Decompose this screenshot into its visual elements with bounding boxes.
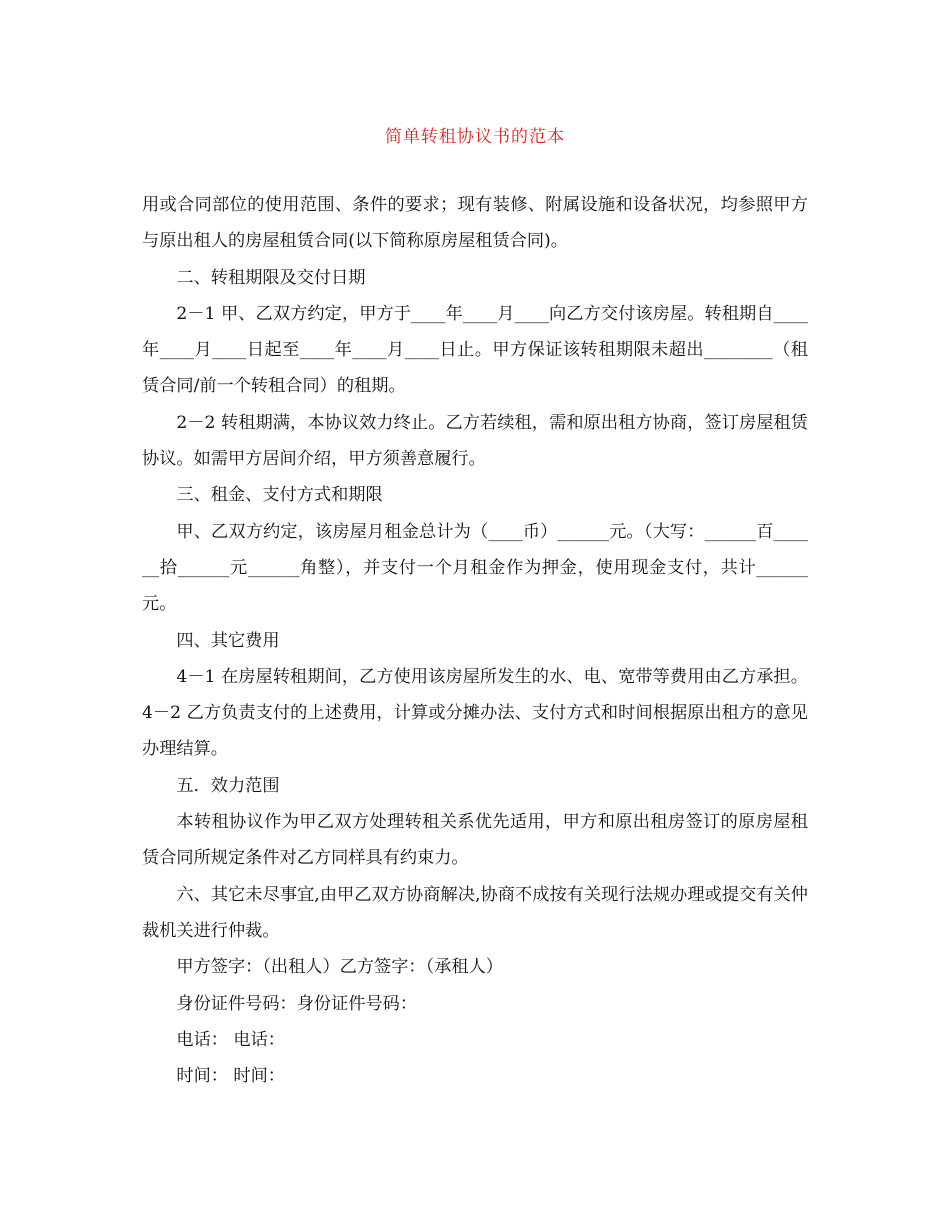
rent-clause: 甲、乙双方约定，该房屋月租金总计为（____币）______元。（大写：______百______拾______元______角整），并支付一个月租金作为押金，使用现金支付，共计______元。 — [142, 521, 808, 615]
phone-line: 电话： 电话： — [176, 1029, 285, 1050]
document-body — [142, 187, 814, 1094]
section-heading-4: 四、其它费用 — [176, 630, 280, 651]
clause-2-2: 2－2 转租期满，本协议效力终止。乙方若续租，需和原出租方协商，签订房屋租赁协议。如需甲方居间介绍，甲方须善意履行。 — [142, 412, 808, 470]
section-heading-3: 三、租金、支付方式和期限 — [176, 485, 383, 506]
section-heading-5: 五．效力范围 — [176, 775, 280, 796]
paragraph-continuation: 用或合同部位的使用范围、条件的要求；现有装修、附属设施和设备状况，均参照甲方与原出租人的房屋租赁合同(以下简称原房屋租赁合同)。 — [142, 195, 808, 252]
effect-scope-clause: 本转租协议作为甲乙双方处理转租关系优先适用，甲方和原出租房签订的原房屋租赁合同所规定条件对乙方同样具有约束力。 — [142, 812, 808, 869]
clause-2-1: 2－1 甲、乙双方约定，甲方于____年____月____向乙方交付该房屋。转租期自____年____月____日起至____年____月____日止。甲方保证该转租期限未超出________（租赁合同/前一个转租合同）的租期。 — [142, 303, 808, 397]
id-number-line: 身份证件号码：身份证件号码： — [176, 993, 418, 1014]
document-title: 简单转租协议书的范本 — [385, 127, 565, 147]
section-6-clause: 六、其它未尽事宜,由甲乙双方协商解决,协商不成按有关现行法规办理或提交有关仲裁机关进行仲裁。 — [142, 884, 808, 941]
date-line: 时间： 时间： — [176, 1066, 285, 1087]
signature-line: 甲方签字：（出租人）乙方签字：（承租人） — [176, 957, 503, 978]
clause-4: 4－1 在房屋转租期间，乙方使用该房屋所发生的水、电、宽带等费用由乙方承担。 4－2 乙方负责支付的上述费用，计算或分摊办法、支付方式和时间根据原出租方的意见办理结算。 — [142, 666, 814, 760]
section-heading-2: 二、转租期限及交付日期 — [176, 267, 366, 288]
